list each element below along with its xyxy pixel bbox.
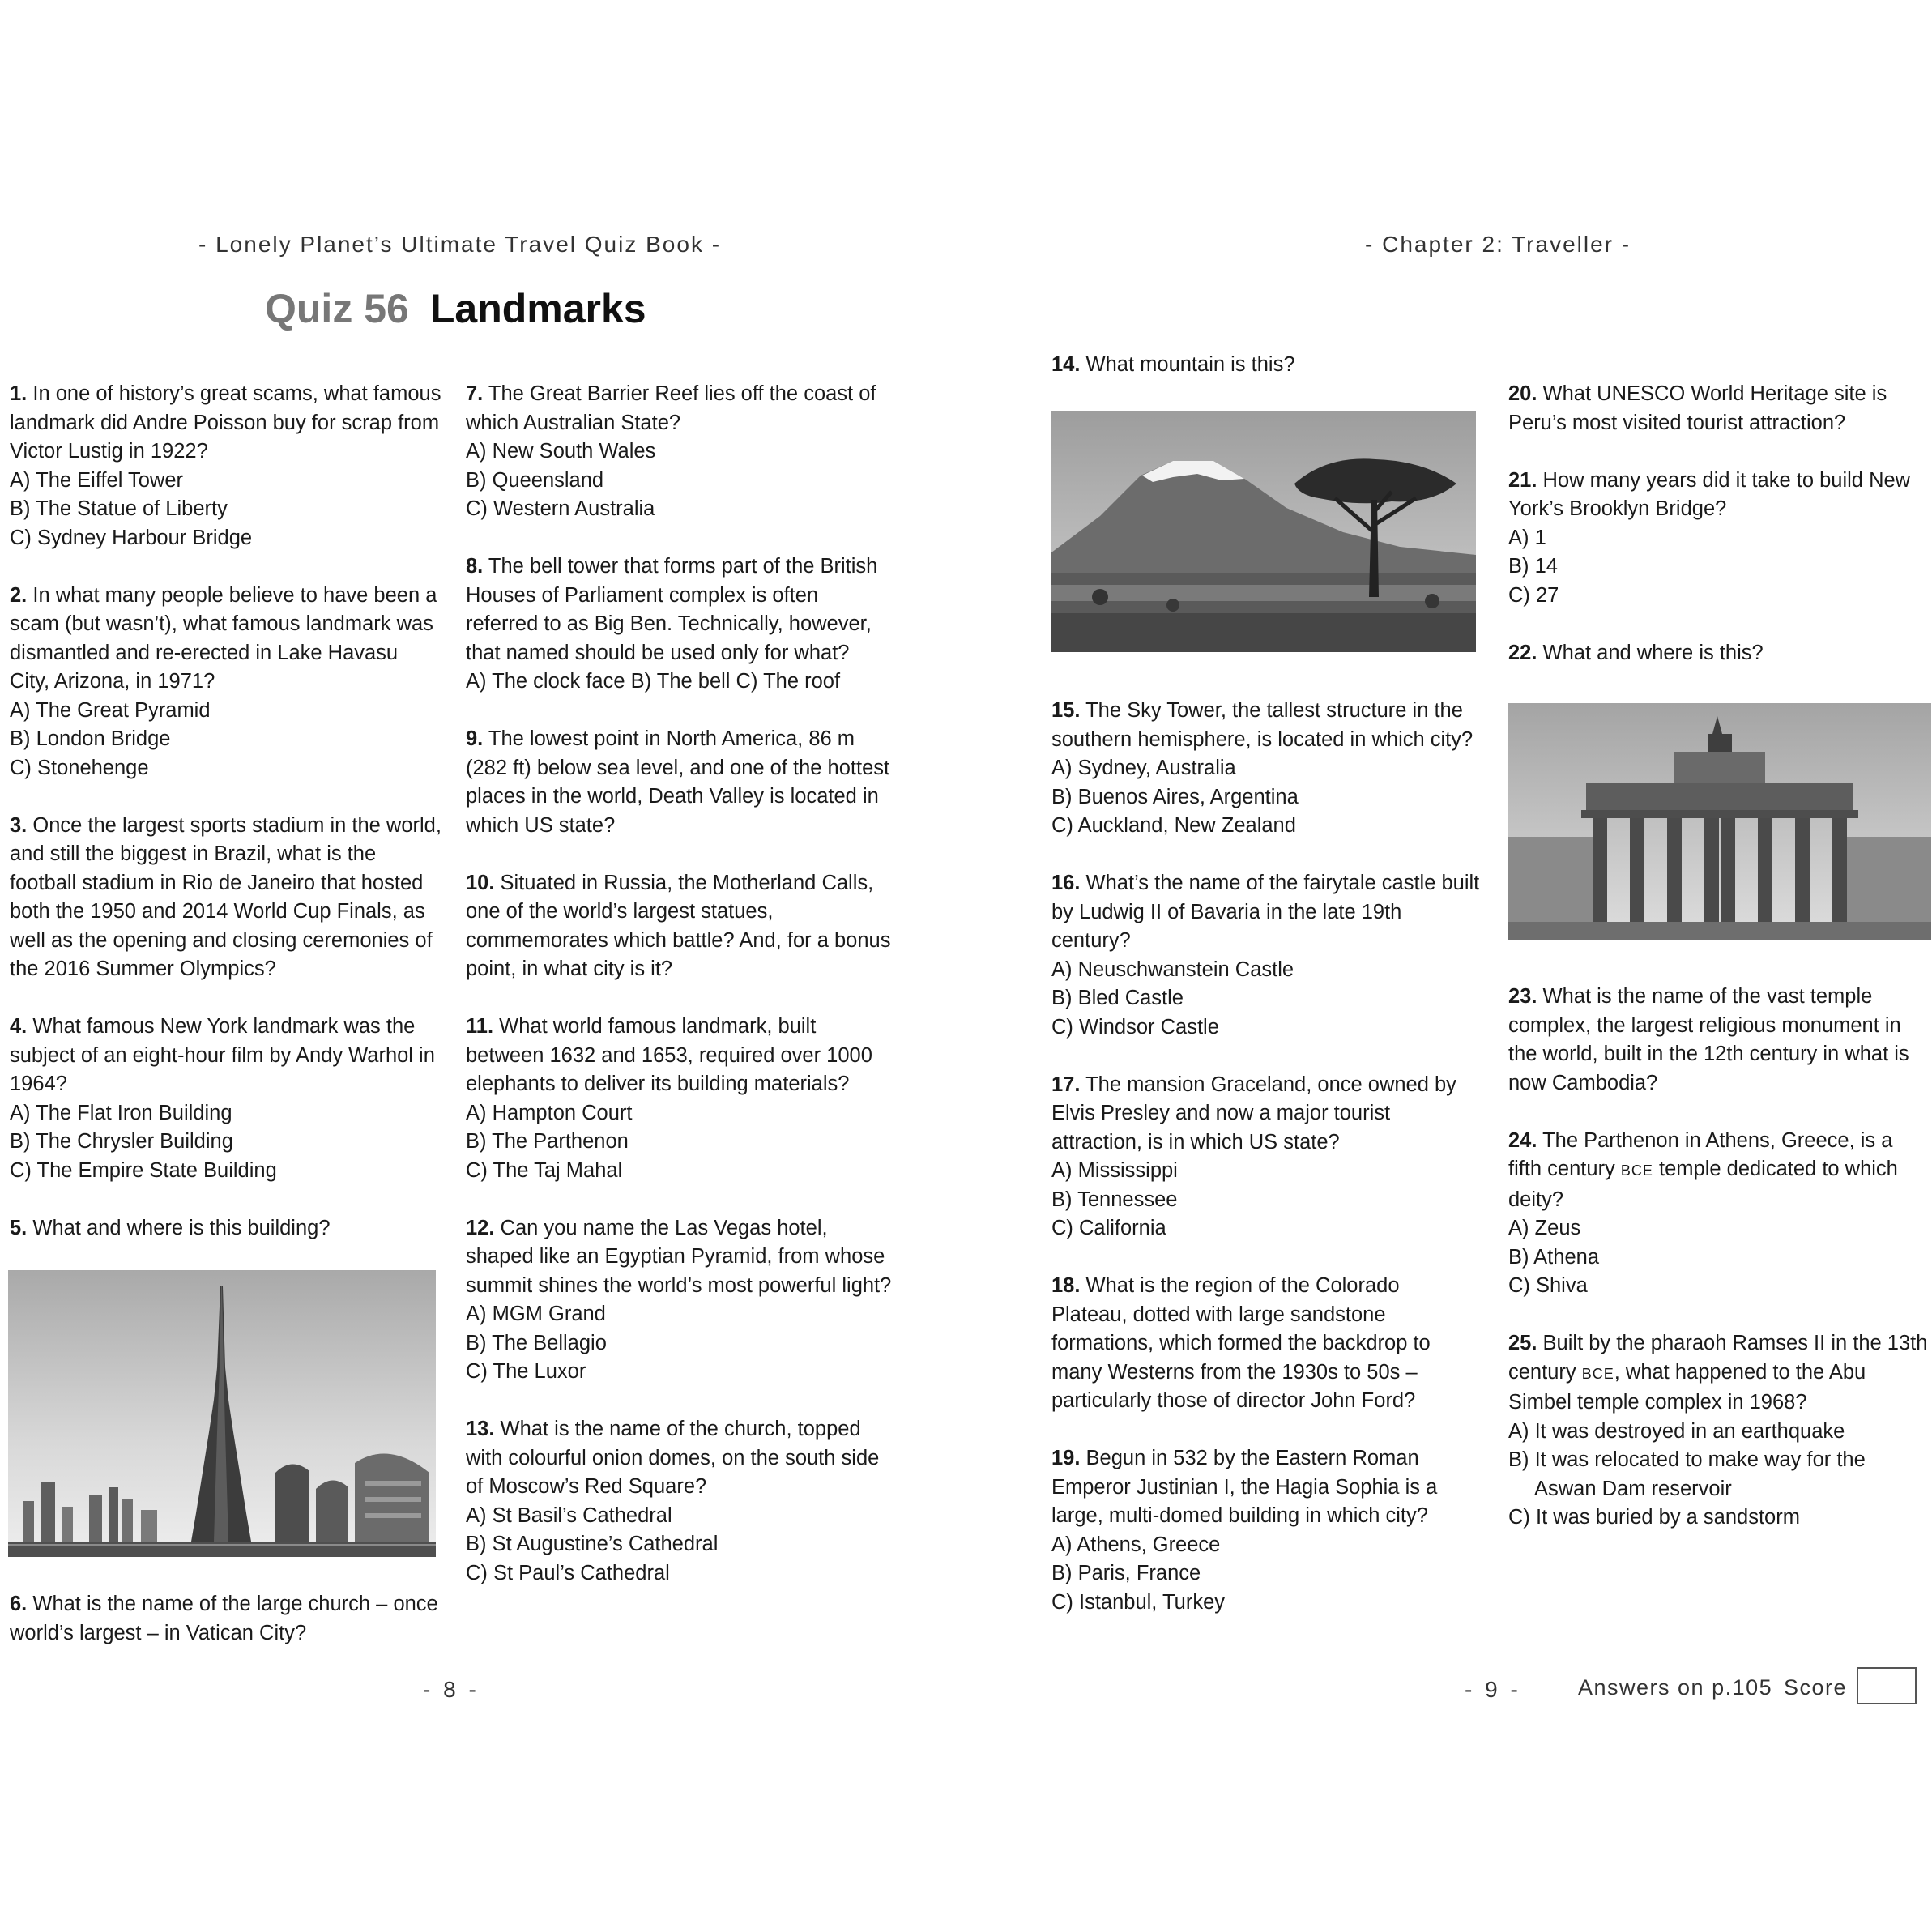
options-inline: A) The clock face B) The bell C) The roof	[466, 670, 841, 693]
column-1	[10, 380, 441, 1272]
option-b: B) The Bellagio	[466, 1331, 607, 1354]
question-number: 11.	[466, 1015, 494, 1038]
option-b: B) Buenos Aires, Argentina	[1051, 785, 1299, 808]
option-a: A) Zeus	[1508, 1217, 1581, 1239]
question-23	[1508, 983, 1930, 1098]
left-folio: - 8 -	[423, 1677, 480, 1702]
option-a: A) The Eiffel Tower	[10, 468, 184, 492]
question-text: The Great Barrier Reef lies off the coast of which Australian State?	[466, 382, 876, 434]
option-b: B) Paris, France	[1051, 1562, 1201, 1584]
question-text-continued: temple dedicated to which deity?	[1508, 1158, 1898, 1211]
question-2	[10, 582, 441, 783]
option-a: A) 1	[1508, 526, 1546, 549]
option-c: C) St Paul’s Cathedral	[466, 1561, 670, 1584]
question-number: 2.	[10, 583, 28, 607]
question-number: 8.	[466, 555, 484, 578]
question-number: 4.	[10, 1015, 28, 1038]
question-text: The mansion Graceland, once owned by Elvis Presley and now a major tourist attraction, is in which US state?	[1051, 1073, 1456, 1154]
option-b: B) The Chrysler Building	[10, 1130, 233, 1153]
question-text: What and where is this building?	[32, 1216, 331, 1239]
question-22	[1508, 639, 1930, 668]
question-number: 3.	[10, 813, 28, 837]
option-b: B) Queensland	[466, 468, 604, 492]
column-1-continued	[10, 1590, 441, 1677]
option-c: C) Stonehenge	[10, 756, 149, 779]
right-folio: - 9 -	[1465, 1677, 1521, 1702]
question-text: What famous New York landmark was the subject of an eight-hour film by Andy Warhol in 1964?	[10, 1015, 435, 1095]
column-3	[1051, 351, 1481, 408]
option-a: A) Sydney, Australia	[1051, 757, 1236, 779]
question-1	[10, 380, 441, 552]
option-c: C) The Luxor	[466, 1360, 586, 1383]
question-6	[10, 1590, 441, 1648]
question-9	[466, 725, 895, 840]
option-a: A) The Flat Iron Building	[10, 1101, 232, 1124]
question-text: The lowest point in North America, 86 m (282 ft) below sea level, and one of the hottest places in the world, Death Valley is located in which US state?	[466, 727, 890, 837]
question-text: In what many people believe to have been a scam (but wasn’t), what famous landmark was dismantled and re-erected in Lake Havasu City, Arizona, in 1971?	[10, 583, 437, 693]
option-b: B) The Statue of Liberty	[10, 497, 228, 520]
question-number: 14.	[1051, 353, 1081, 376]
question-number: 9.	[466, 727, 484, 750]
quiz-name: Landmarks	[429, 286, 646, 331]
question-4	[10, 1013, 441, 1185]
question-number: 20.	[1508, 382, 1537, 405]
question-number: 25.	[1508, 1332, 1537, 1354]
question-text: Built by the pharaoh Ramses II in the 13th century	[1508, 1332, 1928, 1384]
question-number: 24.	[1508, 1128, 1537, 1152]
question-number: 19.	[1051, 1447, 1081, 1469]
column-2	[466, 380, 895, 1617]
question-number: 16.	[1051, 872, 1081, 894]
question-text: What and where is this?	[1542, 641, 1764, 664]
option-c: C) 27	[1508, 583, 1559, 607]
question-18	[1051, 1272, 1481, 1416]
question-10	[466, 869, 895, 984]
answers-note: Answers on p.105	[1578, 1675, 1773, 1700]
option-a: A) Athens, Greece	[1051, 1533, 1221, 1556]
question-text: The Sky Tower, the tallest structure in the southern hemisphere, is located in which city?	[1051, 699, 1474, 751]
question-number: 15.	[1051, 699, 1081, 722]
question-text: The Parthenon in Athens, Greece, is a fifth century	[1508, 1128, 1893, 1180]
option-c: C) Western Australia	[466, 497, 655, 520]
question-text: What world famous landmark, built between 1632 and 1653, required over 1000 elephants to deliver its building materials?	[466, 1015, 872, 1095]
question-text: In one of history’s great scams, what famous landmark did Andre Poisson buy for scrap from Victor Lustig in 1922?	[10, 382, 441, 463]
question-text: What is the name of the vast temple complex, the largest religious monument in the world, built in the 12th century in what is now Cambodia?	[1508, 985, 1909, 1094]
option-c: C) It was buried by a sandstorm	[1508, 1506, 1800, 1529]
right-running-head: - Chapter 2: Traveller -	[1365, 232, 1631, 257]
question-text: The bell tower that forms part of the British Houses of Parliament complex is often referred to as Big Ben. Technically, however, that named should be used only for what?	[466, 555, 878, 664]
question-text: What is the name of the church, topped with colourful onion domes, on the south side of Moscow’s Red Square?	[466, 1418, 880, 1498]
question-text: What UNESCO World Heritage site is Peru’s most visited tourist attraction?	[1508, 382, 1887, 434]
option-b: B) The Parthenon	[466, 1130, 629, 1153]
question-number: 22.	[1508, 641, 1537, 664]
option-c: C) Windsor Castle	[1051, 1015, 1219, 1039]
option-b: B) It was relocated to make way for the Aswan Dam reservoir	[1508, 1448, 1866, 1500]
question-25	[1508, 1329, 1930, 1533]
question-17	[1051, 1071, 1481, 1243]
question-number: 7.	[466, 382, 484, 405]
question-8	[466, 552, 895, 697]
quiz-number: Quiz 56	[265, 286, 409, 331]
option-a: A) MGM Grand	[466, 1303, 606, 1325]
question-number: 6.	[10, 1593, 28, 1615]
option-b: B) Bled Castle	[1051, 987, 1184, 1009]
option-b: B) Tennessee	[1051, 1188, 1178, 1211]
question-3	[10, 812, 441, 984]
question-21	[1508, 467, 1930, 611]
question-number: 21.	[1508, 468, 1537, 492]
question-number: 1.	[10, 382, 28, 405]
question-11	[466, 1013, 895, 1185]
score-box[interactable]	[1857, 1667, 1917, 1704]
question-text: What mountain is this?	[1085, 353, 1295, 376]
question-15	[1051, 697, 1481, 841]
option-c: C) Istanbul, Turkey	[1051, 1590, 1225, 1614]
question-text: Once the largest sports stadium in the world, and still the biggest in Brazil, what is the football stadium in Rio de Janeiro that hosted both the 1950 and 2014 World Cup Finals, as well as the opening and closing ceremonies of the 2016 Summer Olympics?	[10, 813, 441, 980]
gate-photo-icon	[1508, 703, 1931, 940]
question-24	[1508, 1127, 1930, 1301]
question-7	[466, 380, 895, 524]
question-text: What’s the name of the fairytale castle built by Ludwig II of Bavaria in the late 19th century?	[1051, 872, 1480, 952]
question-19	[1051, 1444, 1481, 1617]
column-4-continued	[1508, 983, 1930, 1561]
question-20	[1508, 380, 1930, 437]
question-number: 10.	[466, 871, 495, 894]
question-text: Can you name the Las Vegas hotel, shaped like an Egyptian Pyramid, from whose summit shines the world’s most powerful light?	[466, 1216, 892, 1297]
option-a: A) St Basil’s Cathedral	[466, 1503, 672, 1527]
column-3-continued	[1051, 697, 1481, 1646]
left-running-head: - Lonely Planet’s Ultimate Travel Quiz Book -	[198, 232, 722, 257]
question-text: Situated in Russia, the Motherland Calls, one of the world’s largest statues, commemorates which battle? And, for a bonus point, in what city is it?	[466, 871, 891, 980]
question-number: 23.	[1508, 985, 1537, 1008]
option-c: C) Auckland, New Zealand	[1051, 814, 1296, 837]
option-a: A) The Great Pyramid	[10, 698, 211, 722]
question-text: Begun in 532 by the Eastern Roman Emperor Justinian I, the Hagia Sophia is a large, multi-domed building in which city?	[1051, 1447, 1438, 1527]
column-4	[1508, 380, 1930, 697]
question-5	[10, 1214, 441, 1243]
option-c: C) Shiva	[1508, 1274, 1588, 1297]
option-a: A) It was destroyed in an earthquake	[1508, 1419, 1845, 1443]
skyscraper-photo-icon	[8, 1270, 436, 1557]
option-c: C) The Taj Mahal	[466, 1158, 623, 1182]
option-b: B) 14	[1508, 555, 1558, 578]
question-14	[1051, 351, 1481, 380]
score-label: Score	[1784, 1675, 1848, 1700]
question-12	[466, 1214, 895, 1387]
question-16	[1051, 869, 1481, 1042]
quiz-title	[265, 285, 646, 332]
option-a: A) New South Wales	[466, 440, 656, 463]
option-a: A) Mississippi	[1051, 1159, 1178, 1182]
question-text: What is the name of the large church – once world’s largest – in Vatican City?	[10, 1593, 438, 1644]
option-c: C) Sydney Harbour Bridge	[10, 526, 253, 549]
question-number: 17.	[1051, 1073, 1081, 1096]
question-number: 13.	[466, 1418, 495, 1440]
option-b: B) Athena	[1508, 1245, 1599, 1269]
option-c: C) California	[1051, 1217, 1166, 1239]
question-number: 18.	[1051, 1274, 1081, 1297]
option-a: A) Hampton Court	[466, 1101, 633, 1124]
option-b: B) St Augustine’s Cathedral	[466, 1533, 719, 1555]
option-b: B) London Bridge	[10, 727, 171, 750]
question-number: 5.	[10, 1216, 28, 1239]
era-abbreviation: BCE	[1620, 1162, 1653, 1179]
question-text-continued: , what happened to the Abu Simbel temple complex in 1968?	[1508, 1360, 1866, 1414]
question-text: What is the region of the Colorado Plateau, dotted with large sandstone formations, which formed the backdrop to many Westerns from the 1930s to 50s – particularly those of director John Ford?	[1051, 1274, 1431, 1412]
question-number: 12.	[466, 1216, 495, 1239]
mountain-photo-icon	[1051, 411, 1476, 652]
question-13	[466, 1415, 895, 1588]
option-c: C) The Empire State Building	[10, 1158, 277, 1182]
option-a: A) Neuschwanstein Castle	[1051, 957, 1294, 981]
question-text: How many years did it take to build New York’s Brooklyn Bridge?	[1508, 468, 1911, 520]
era-abbreviation: BCE	[1581, 1365, 1614, 1382]
